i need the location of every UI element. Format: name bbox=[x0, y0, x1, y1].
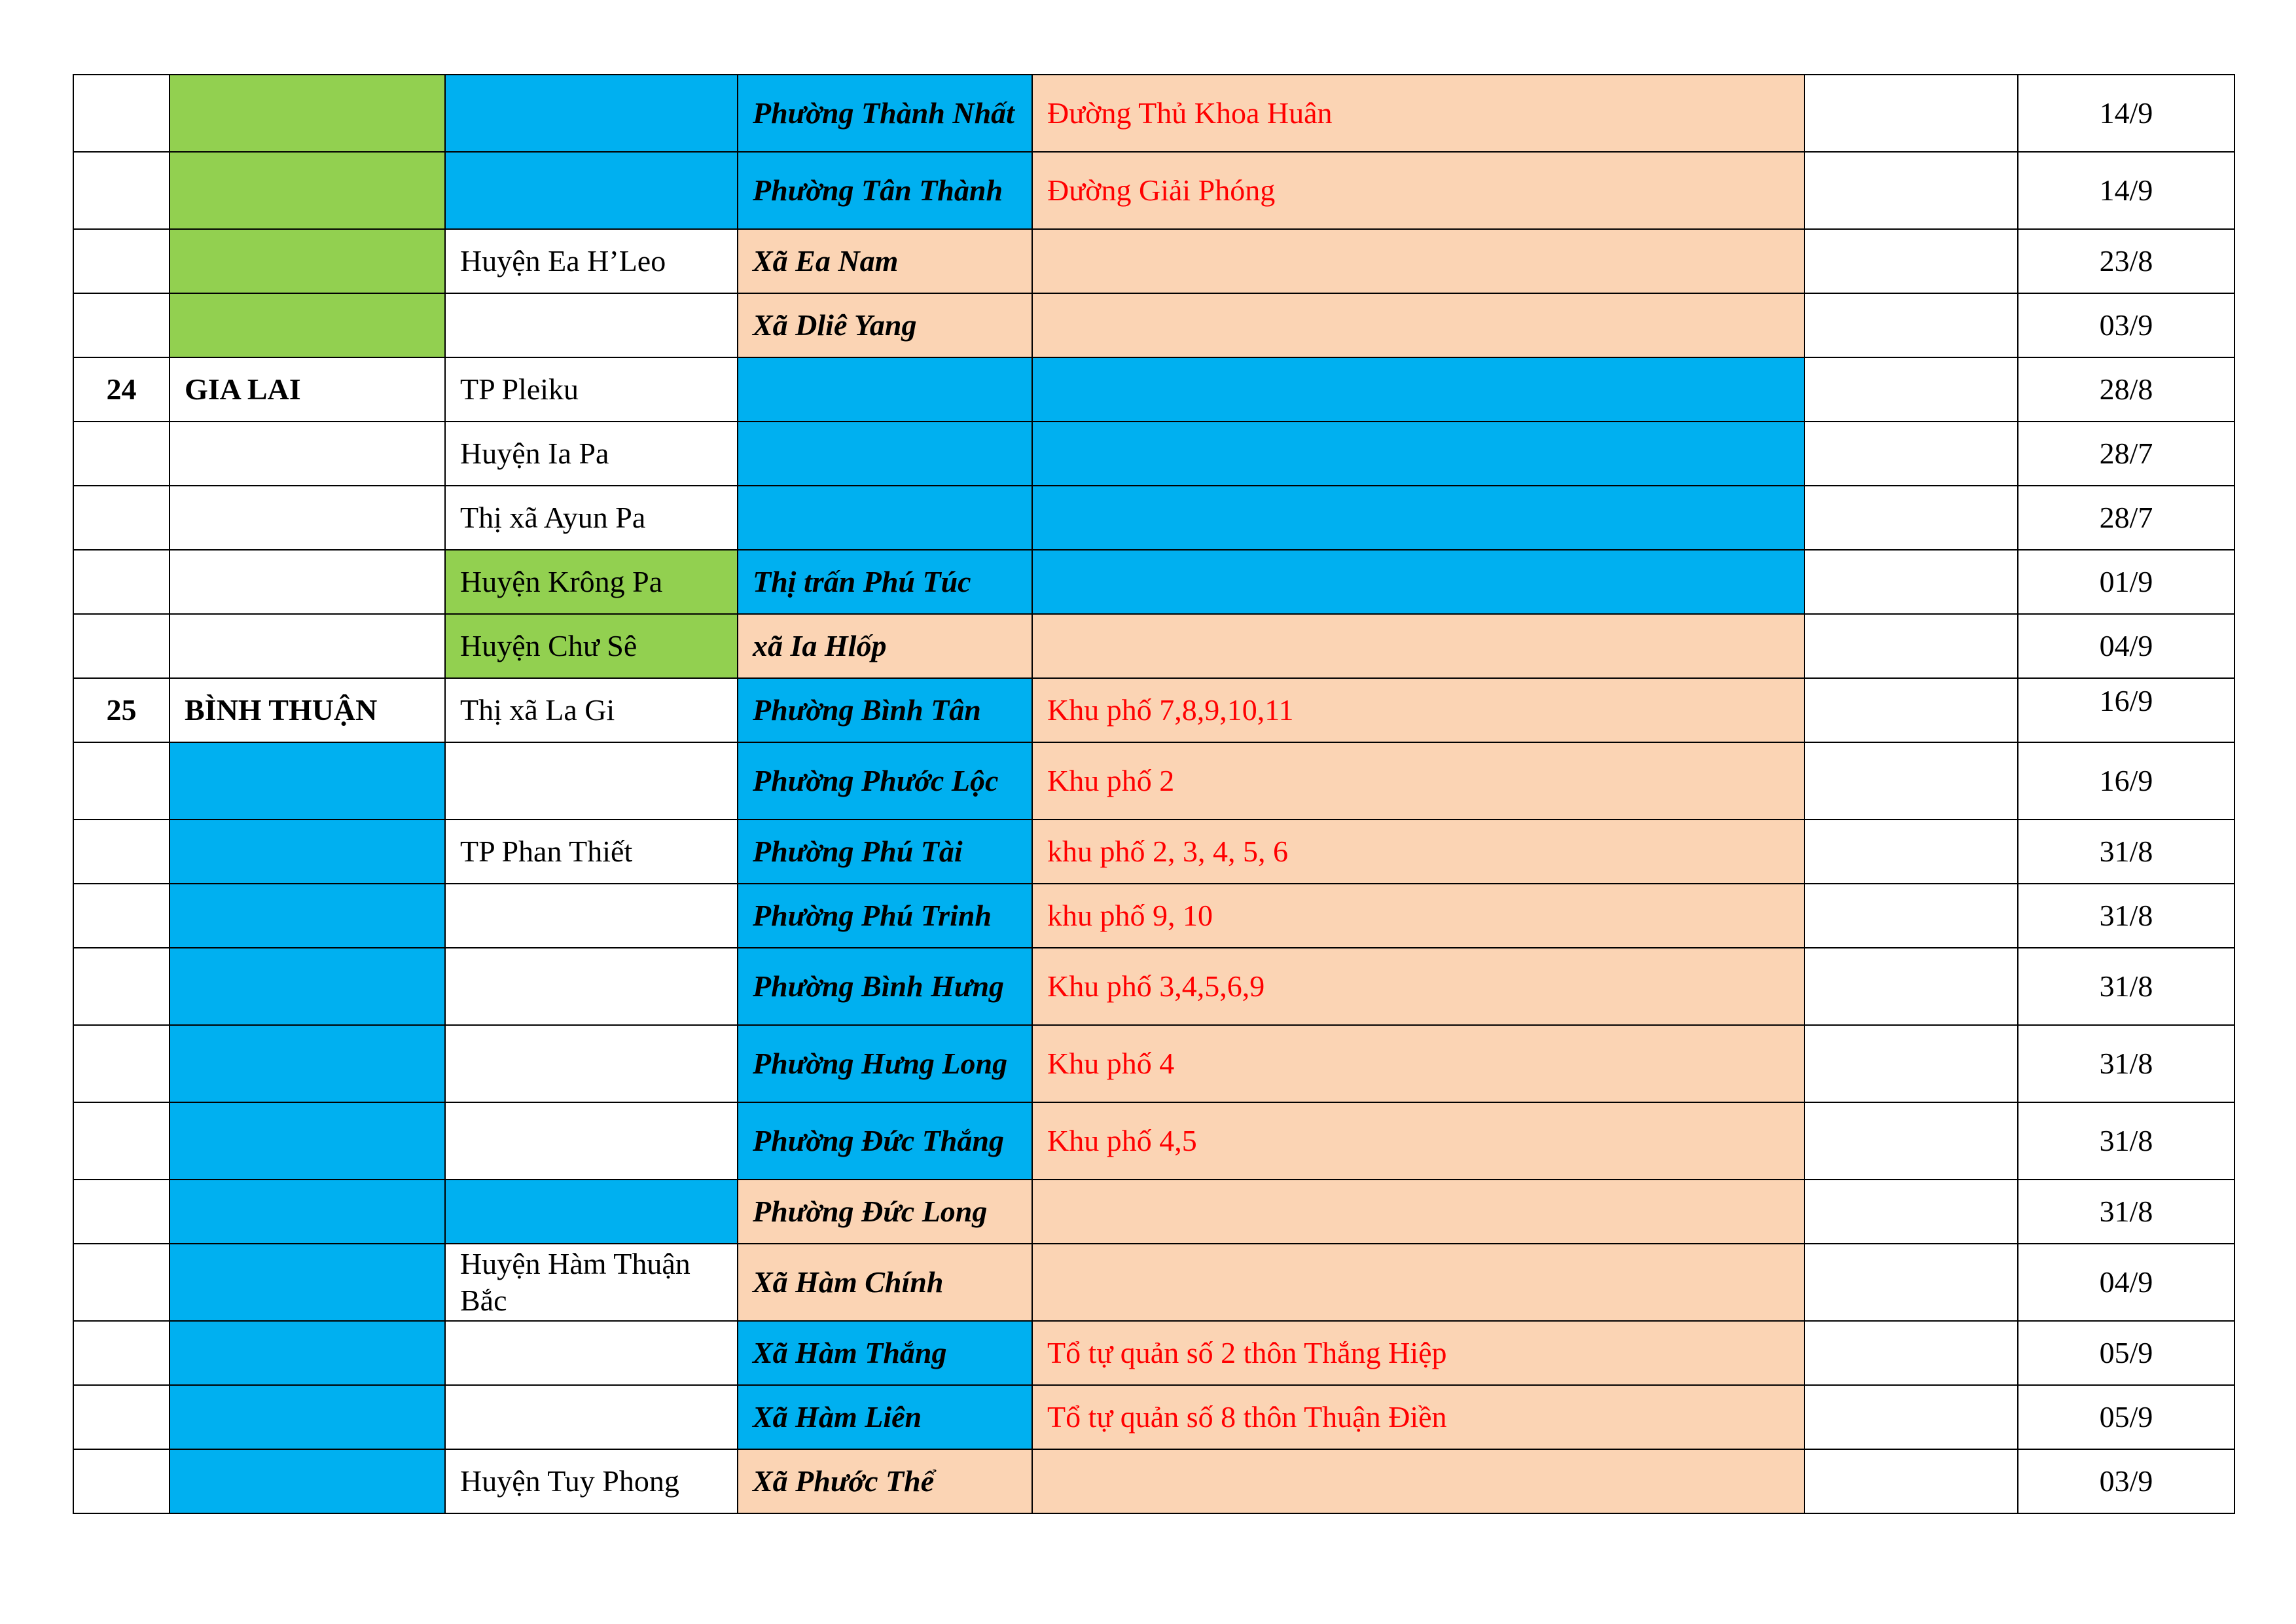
district-cell bbox=[445, 1321, 738, 1385]
province-cell bbox=[170, 75, 445, 152]
detail-cell bbox=[1032, 1180, 1804, 1244]
date-cell: 28/7 bbox=[2018, 422, 2234, 486]
note-cell bbox=[1804, 357, 2018, 422]
ward-cell: Phường Bình Hưng bbox=[738, 948, 1032, 1025]
stt-cell: 24 bbox=[73, 357, 170, 422]
province-cell bbox=[170, 422, 445, 486]
stt-cell bbox=[73, 422, 170, 486]
district-cell: Thị xã Ayun Pa bbox=[445, 486, 738, 550]
date-cell: 31/8 bbox=[2018, 1102, 2234, 1180]
ward-cell bbox=[738, 486, 1032, 550]
table-row bbox=[73, 1025, 2234, 1102]
ward-cell: Xã Hàm Thắng bbox=[738, 1321, 1032, 1385]
table-row bbox=[73, 357, 2234, 422]
province-cell bbox=[170, 742, 445, 820]
note-cell bbox=[1804, 1025, 2018, 1102]
ward-cell: Phường Phước Lộc bbox=[738, 742, 1032, 820]
note-cell bbox=[1804, 293, 2018, 357]
table-row bbox=[73, 678, 2234, 742]
stt-cell bbox=[73, 1244, 170, 1321]
note-cell bbox=[1804, 742, 2018, 820]
note-cell bbox=[1804, 820, 2018, 884]
table-row bbox=[73, 1449, 2234, 1513]
province-cell bbox=[170, 152, 445, 229]
date-cell: 04/9 bbox=[2018, 1244, 2234, 1321]
locations-table bbox=[73, 74, 2235, 1514]
ward-cell bbox=[738, 357, 1032, 422]
ward-cell: Phường Hưng Long bbox=[738, 1025, 1032, 1102]
detail-cell bbox=[1032, 357, 1804, 422]
detail-cell: Khu phố 2 bbox=[1032, 742, 1804, 820]
date-cell: 23/8 bbox=[2018, 229, 2234, 293]
district-cell: Huyện Krông Pa bbox=[445, 550, 738, 614]
date-cell: 05/9 bbox=[2018, 1321, 2234, 1385]
district-cell bbox=[445, 1025, 738, 1102]
date-cell: 31/8 bbox=[2018, 884, 2234, 948]
ward-cell: Phường Thành Nhất bbox=[738, 75, 1032, 152]
province-cell bbox=[170, 1244, 445, 1321]
province-cell bbox=[170, 948, 445, 1025]
table-row bbox=[73, 293, 2234, 357]
detail-cell: Tổ tự quản số 8 thôn Thuận Điền bbox=[1032, 1385, 1804, 1449]
province-cell bbox=[170, 229, 445, 293]
province-cell bbox=[170, 614, 445, 678]
detail-cell bbox=[1032, 486, 1804, 550]
table-row bbox=[73, 1102, 2234, 1180]
ward-cell: Phường Tân Thành bbox=[738, 152, 1032, 229]
note-cell bbox=[1804, 1449, 2018, 1513]
ward-cell: Phường Đức Thắng bbox=[738, 1102, 1032, 1180]
stt-cell bbox=[73, 1321, 170, 1385]
date-cell: 01/9 bbox=[2018, 550, 2234, 614]
detail-cell: khu phố 2, 3, 4, 5, 6 bbox=[1032, 820, 1804, 884]
table-row bbox=[73, 229, 2234, 293]
stt-cell bbox=[73, 948, 170, 1025]
district-cell: TP Phan Thiết bbox=[445, 820, 738, 884]
detail-cell bbox=[1032, 1244, 1804, 1321]
note-cell bbox=[1804, 884, 2018, 948]
date-cell: 16/9 bbox=[2018, 742, 2234, 820]
detail-cell bbox=[1032, 1449, 1804, 1513]
stt-cell bbox=[73, 152, 170, 229]
note-cell bbox=[1804, 1244, 2018, 1321]
note-cell bbox=[1804, 550, 2018, 614]
note-cell bbox=[1804, 152, 2018, 229]
table-row bbox=[73, 884, 2234, 948]
province-cell: BÌNH THUẬN bbox=[170, 678, 445, 742]
table-row bbox=[73, 550, 2234, 614]
note-cell bbox=[1804, 1385, 2018, 1449]
table-row bbox=[73, 152, 2234, 229]
table-row bbox=[73, 820, 2234, 884]
note-cell bbox=[1804, 614, 2018, 678]
ward-cell: Xã Ea Nam bbox=[738, 229, 1032, 293]
stt-cell bbox=[73, 820, 170, 884]
table-row bbox=[73, 742, 2234, 820]
stt-cell bbox=[73, 550, 170, 614]
table-row bbox=[73, 1385, 2234, 1449]
detail-cell bbox=[1032, 293, 1804, 357]
detail-cell: Khu phố 4,5 bbox=[1032, 1102, 1804, 1180]
district-cell bbox=[445, 75, 738, 152]
province-cell bbox=[170, 550, 445, 614]
district-cell bbox=[445, 152, 738, 229]
date-cell: 05/9 bbox=[2018, 1385, 2234, 1449]
district-cell: Huyện Chư Sê bbox=[445, 614, 738, 678]
date-cell: 28/7 bbox=[2018, 486, 2234, 550]
ward-cell: Phường Phú Tài bbox=[738, 820, 1032, 884]
date-cell: 14/9 bbox=[2018, 75, 2234, 152]
detail-cell: Khu phố 3,4,5,6,9 bbox=[1032, 948, 1804, 1025]
detail-cell: Đường Giải Phóng bbox=[1032, 152, 1804, 229]
date-cell: 04/9 bbox=[2018, 614, 2234, 678]
province-cell bbox=[170, 1025, 445, 1102]
note-cell bbox=[1804, 422, 2018, 486]
province-cell bbox=[170, 293, 445, 357]
stt-cell bbox=[73, 293, 170, 357]
ward-cell: Xã Dliê Yang bbox=[738, 293, 1032, 357]
detail-cell: Khu phố 7,8,9,10,11 bbox=[1032, 678, 1804, 742]
date-cell: 31/8 bbox=[2018, 948, 2234, 1025]
detail-cell bbox=[1032, 614, 1804, 678]
note-cell bbox=[1804, 229, 2018, 293]
province-cell bbox=[170, 820, 445, 884]
date-cell: 28/8 bbox=[2018, 357, 2234, 422]
stt-cell bbox=[73, 1180, 170, 1244]
note-cell bbox=[1804, 1180, 2018, 1244]
province-cell bbox=[170, 1180, 445, 1244]
district-cell: Huyện Ia Pa bbox=[445, 422, 738, 486]
detail-cell bbox=[1032, 550, 1804, 614]
stt-cell bbox=[73, 1385, 170, 1449]
province-cell bbox=[170, 1102, 445, 1180]
stt-cell bbox=[73, 486, 170, 550]
district-cell bbox=[445, 742, 738, 820]
district-cell bbox=[445, 293, 738, 357]
table-row bbox=[73, 1180, 2234, 1244]
ward-cell bbox=[738, 422, 1032, 486]
detail-cell: Khu phố 4 bbox=[1032, 1025, 1804, 1102]
detail-cell: Đường Thủ Khoa Huân bbox=[1032, 75, 1804, 152]
date-cell: 03/9 bbox=[2018, 1449, 2234, 1513]
province-cell bbox=[170, 1321, 445, 1385]
stt-cell bbox=[73, 884, 170, 948]
ward-cell: xã Ia Hlốp bbox=[738, 614, 1032, 678]
note-cell bbox=[1804, 75, 2018, 152]
district-cell bbox=[445, 884, 738, 948]
ward-cell: Phường Phú Trinh bbox=[738, 884, 1032, 948]
stt-cell bbox=[73, 1102, 170, 1180]
ward-cell: Xã Hàm Chính bbox=[738, 1244, 1032, 1321]
ward-cell: Xã Hàm Liên bbox=[738, 1385, 1032, 1449]
note-cell bbox=[1804, 1321, 2018, 1385]
ward-cell: Thị trấn Phú Túc bbox=[738, 550, 1032, 614]
table-row bbox=[73, 486, 2234, 550]
table-row bbox=[73, 75, 2234, 152]
date-cell: 03/9 bbox=[2018, 293, 2234, 357]
district-cell bbox=[445, 1102, 738, 1180]
note-cell bbox=[1804, 678, 2018, 742]
province-cell bbox=[170, 884, 445, 948]
district-cell: Huyện Ea H’Leo bbox=[445, 229, 738, 293]
table-row bbox=[73, 948, 2234, 1025]
stt-cell bbox=[73, 229, 170, 293]
province-cell bbox=[170, 1385, 445, 1449]
note-cell bbox=[1804, 486, 2018, 550]
detail-cell: Tổ tự quản số 2 thôn Thắng Hiệp bbox=[1032, 1321, 1804, 1385]
note-cell bbox=[1804, 948, 2018, 1025]
stt-cell bbox=[73, 614, 170, 678]
province-cell bbox=[170, 1449, 445, 1513]
district-cell bbox=[445, 1385, 738, 1449]
province-cell bbox=[170, 486, 445, 550]
district-cell: Huyện Tuy Phong bbox=[445, 1449, 738, 1513]
stt-cell: 25 bbox=[73, 678, 170, 742]
stt-cell bbox=[73, 1025, 170, 1102]
district-cell: Huyện Hàm Thuận Bắc bbox=[445, 1244, 738, 1321]
district-cell: Thị xã La Gi bbox=[445, 678, 738, 742]
date-cell: 31/8 bbox=[2018, 820, 2234, 884]
district-cell bbox=[445, 948, 738, 1025]
district-cell: TP Pleiku bbox=[445, 357, 738, 422]
ward-cell: Xã Phước Thể bbox=[738, 1449, 1032, 1513]
table-row bbox=[73, 614, 2234, 678]
detail-cell bbox=[1032, 422, 1804, 486]
detail-cell bbox=[1032, 229, 1804, 293]
ward-cell: Phường Bình Tân bbox=[738, 678, 1032, 742]
date-cell: 14/9 bbox=[2018, 152, 2234, 229]
province-cell: GIA LAI bbox=[170, 357, 445, 422]
note-cell bbox=[1804, 1102, 2018, 1180]
stt-cell bbox=[73, 75, 170, 152]
stt-cell bbox=[73, 742, 170, 820]
date-cell: 16/9 bbox=[2018, 678, 2234, 742]
detail-cell: khu phố 9, 10 bbox=[1032, 884, 1804, 948]
district-cell bbox=[445, 1180, 738, 1244]
ward-cell: Phường Đức Long bbox=[738, 1180, 1032, 1244]
table-row bbox=[73, 1244, 2234, 1321]
stt-cell bbox=[73, 1449, 170, 1513]
date-cell: 31/8 bbox=[2018, 1180, 2234, 1244]
date-cell: 31/8 bbox=[2018, 1025, 2234, 1102]
table-row bbox=[73, 422, 2234, 486]
table-row bbox=[73, 1321, 2234, 1385]
